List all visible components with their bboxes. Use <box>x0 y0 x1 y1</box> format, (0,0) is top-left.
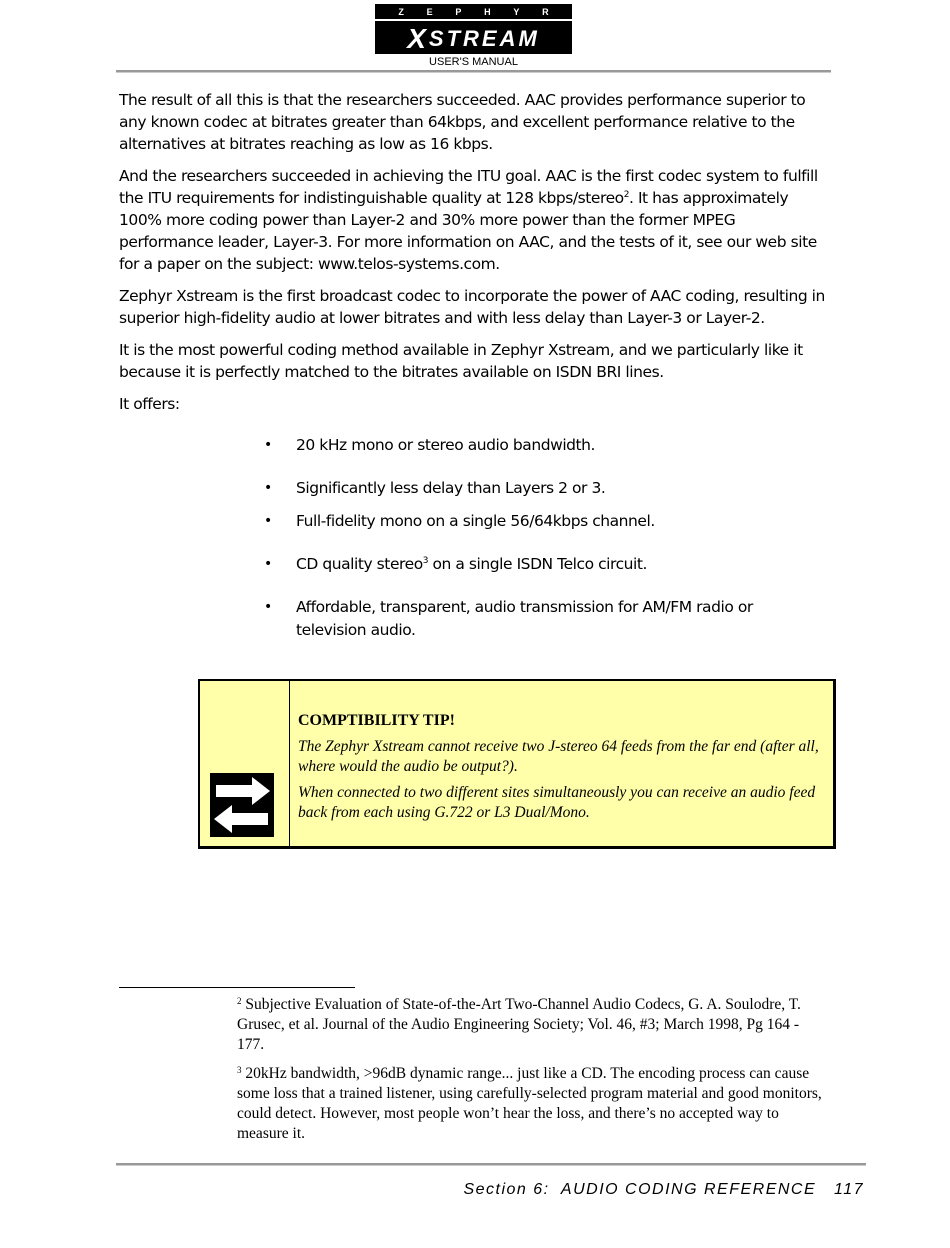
footer-divider <box>116 1163 866 1166</box>
footnote-2 <box>237 995 827 1055</box>
list-item-text: Significantly less delay than Layers 2 or 3. <box>296 479 606 497</box>
logo-letter: E <box>426 6 433 17</box>
list-item-text-a: CD quality stereo <box>296 555 423 573</box>
bullet-icon: • <box>264 437 272 453</box>
bullet-icon: • <box>264 480 272 496</box>
compatibility-tip-box <box>198 679 836 849</box>
list-item-text-b: on a single ISDN Telco circuit. <box>428 555 648 573</box>
zephyr-xstream-logo <box>375 4 572 54</box>
paragraph-2 <box>119 165 831 275</box>
logo-letter: P <box>455 6 462 17</box>
tip-content <box>298 711 833 829</box>
body-text <box>119 89 831 425</box>
bullet-icon: • <box>264 599 272 615</box>
list-item-text: Full-fidelity mono on a single 56/64kbps channel. <box>296 512 655 530</box>
logo-x: X <box>407 22 429 54</box>
logo-word: STREAM <box>428 25 540 51</box>
tip-line-2: When connected to two different sites simultaneously you can receive an audio feed back from each using G.722 or L3 Dual/Mono. <box>298 784 816 821</box>
paragraph-1: The result of all this is that the researchers succeeded. AAC provides performance superior to any known codec at bitrates greater than 64kbps, and excellent performance relative to the alternatives at bitrates reaching as low as 16 kbps. <box>119 91 806 153</box>
header-divider <box>116 70 831 73</box>
tip-line-1: The Zephyr Xstream cannot receive two J-stereo 64 feeds from the far end (after all, where would the audio be output?). <box>298 738 819 775</box>
logo-xstream <box>375 23 572 54</box>
logo-zephyr-letters <box>375 4 572 21</box>
logo-letter: Y <box>513 6 520 17</box>
bullet-icon: • <box>264 556 272 572</box>
paragraph-5: It offers: <box>119 395 180 413</box>
tip-title: COMPTIBILITY TIP! <box>298 712 455 729</box>
footnote-2-text: Subjective Evaluation of State-of-the-Art Two-Channel Audio Codecs, G. A. Soulodre, T. Grusec, et al. Journal of the Audio Engineering Society; Vol. 46, #3; March 1998, Pg 164 - 177. <box>237 996 801 1053</box>
tip-divider <box>289 681 290 846</box>
list-item-text: Affordable, transparent, audio transmission for AM/FM radio or television audio. <box>296 598 753 639</box>
footnote-3 <box>237 1064 827 1144</box>
footnote-mark-3: 3 <box>237 1065 242 1075</box>
logo-letter: Z <box>398 6 404 17</box>
paragraph-2-part-a: And the researchers succeeded in achieving the ITU goal. AAC is the first codec system to fulfill the ITU requirements for indistinguishable quality at 128 kbps/stereo <box>119 167 818 207</box>
page-footer: Section 6: AUDIO CODING REFERENCE 117 <box>463 1181 864 1198</box>
footnote-ref-3: 3 <box>422 556 429 566</box>
list-item-text <box>296 553 784 576</box>
list-item-text: 20 kHz mono or stereo audio bandwidth. <box>296 436 596 454</box>
footnote-mark-2: 2 <box>237 996 242 1006</box>
footnote-ref-2: 2 <box>623 190 629 200</box>
swap-arrows-icon <box>210 773 274 837</box>
footnotes <box>237 995 827 1153</box>
logo-letter: H <box>484 6 491 17</box>
paragraph-3: Zephyr Xstream is the first broadcast codec to incorporate the power of AAC coding, resulting in superior high-fidelity audio at lower bitrates and with less delay than Layer-3 or Layer-2. <box>119 287 825 327</box>
paragraph-4: It is the most powerful coding method available in Zephyr Xstream, and we particularly like it because it is perfectly matched to the bitrates available on ISDN BRI lines. <box>119 341 803 381</box>
manual-subtitle: USER'S MANUAL <box>429 56 518 68</box>
footnote-3-text: 20kHz bandwidth, >96dB dynamic range... just like a CD. The encoding process can cause some loss that a trained listener, using carefully-selected program material and good monitors, could detect. However, most people won’t hear the loss, and there’s no accepted way to measure it. <box>237 1065 822 1142</box>
paragraph-2-part-b: . It has approximately 100% more coding power than Layer-2 and 30% more power than the former MPEG performance leader, Layer-3. For more information on AAC, and the tests of it, see our web site for a paper on the subject: www.telos-systems.com. <box>119 189 817 273</box>
footnote-divider <box>119 987 355 988</box>
logo-letter: R <box>542 6 549 17</box>
bullet-icon: • <box>264 513 272 529</box>
